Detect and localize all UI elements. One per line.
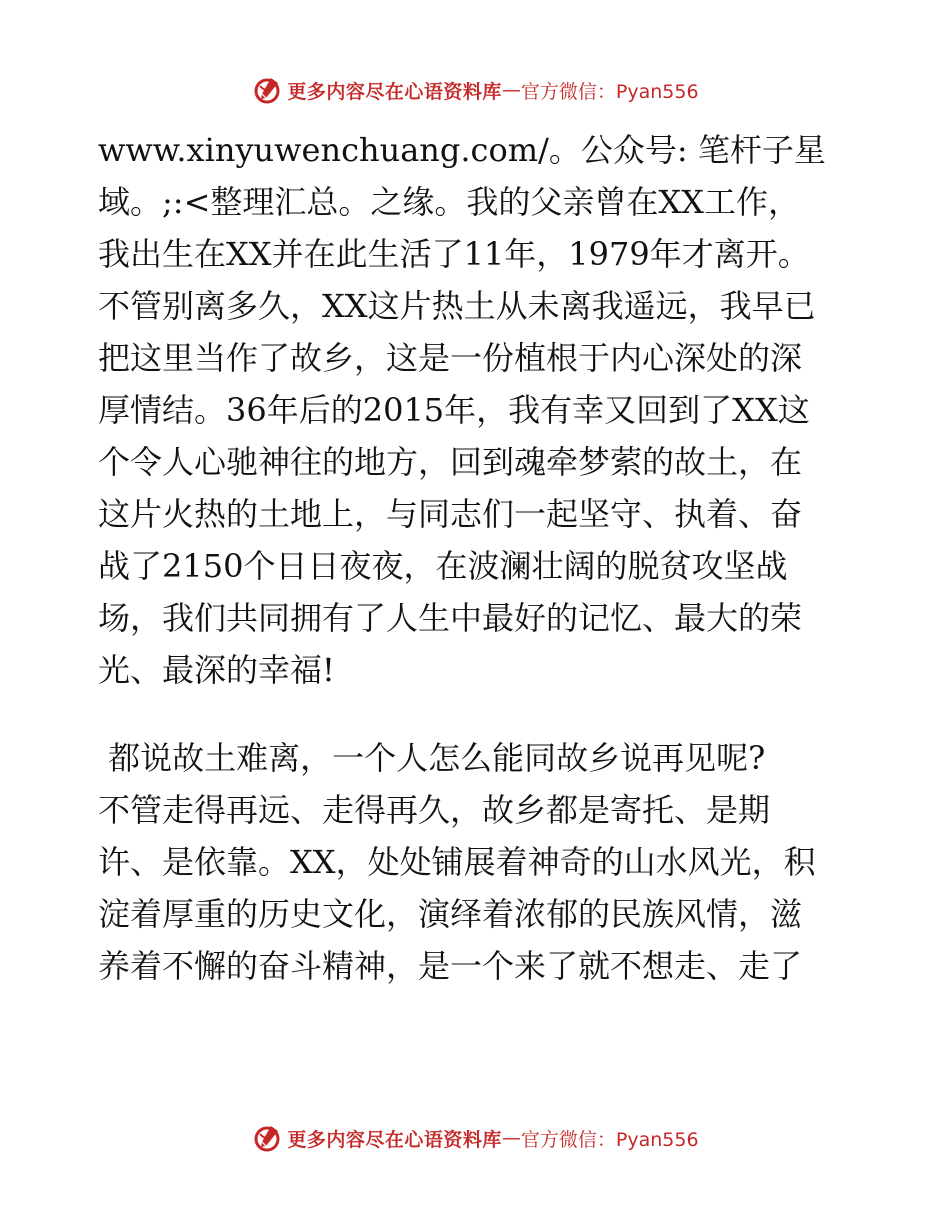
footer-dash: —	[501, 1127, 521, 1149]
text-line: 我出生在XX并在此生活了11年，1979年才离开。	[98, 235, 810, 273]
header-banner	[0, 70, 950, 110]
header-contact-text: 官方微信：Pyan556	[520, 80, 699, 103]
pen-globe-icon	[251, 1122, 283, 1154]
text-line: 淀着厚重的历史文化，演绎着浓郁的民族风情，滋	[98, 895, 803, 933]
text-line: 光、最深的幸福!	[98, 651, 335, 689]
text-line: 域。;:<整理汇总。之缘。我的父亲曾在XX工作，	[98, 183, 800, 221]
text-line: 厚情结。36年后的2015年，我有幸又回到了XX这	[98, 391, 810, 429]
text-line: 不管走得再远、走得再久，故乡都是寄托、是期	[98, 791, 771, 829]
footer-brand-text: 更多内容尽在心语资料库	[287, 1128, 502, 1151]
text-line: 养着不懈的奋斗精神，是一个来了就不想走、走了	[98, 947, 803, 985]
text-line: 战了2150个日日夜夜，在波澜壮阔的脱贫攻坚战	[98, 547, 788, 585]
paragraph-1	[98, 124, 858, 696]
text-line: 把这里当作了故乡，这是一份植根于内心深处的深	[98, 339, 803, 377]
text-line: 这片火热的土地上，与同志们一起坚守、执着、奋	[98, 495, 803, 533]
text-line: 场，我们共同拥有了人生中最好的记忆、最大的荣	[98, 599, 803, 637]
footer-banner	[0, 1118, 950, 1158]
document-body	[98, 124, 858, 992]
text-line: 不管别离多久，XX这片热土从未离我遥远，我早已	[98, 287, 816, 325]
header-dash: —	[501, 79, 521, 101]
text-line: 个令人心驰神往的地方，回到魂牵梦萦的故土，在	[98, 443, 803, 481]
footer-contact-text: 官方微信：Pyan556	[520, 1128, 699, 1151]
header-brand-text: 更多内容尽在心语资料库	[287, 80, 502, 103]
paragraph-2	[98, 732, 858, 992]
text-line: 许、是依靠。XX，处处铺展着神奇的山水风光，积	[98, 843, 816, 881]
text-line: 都说故土难离，一个人怎么能同故乡说再见呢?	[98, 739, 766, 777]
text-line: www.xinyuwenchuang.com/。公众号: 笔杆子星	[98, 131, 826, 169]
paragraph-spacer	[98, 696, 858, 732]
pen-globe-icon	[251, 74, 283, 106]
